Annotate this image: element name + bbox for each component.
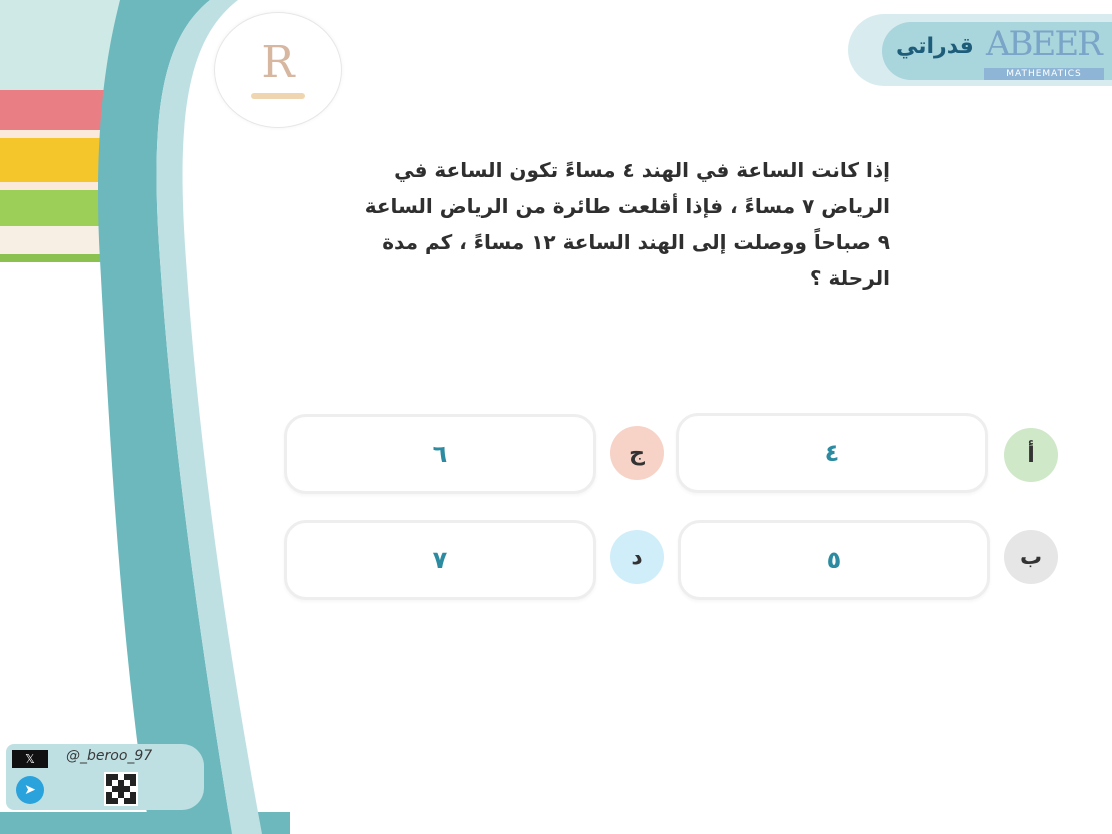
answer-option-d[interactable]: ٧ [284,520,596,600]
brand-badge [848,14,1112,86]
answer-letter-b: ب [1004,530,1058,584]
answer-letter-c: ج [610,426,664,480]
brand-name: قدراتي [896,34,974,59]
question-text: إذا كانت الساعة في الهند ٤ مساءً تكون الساعة في الرياض ٧ مساءً ، فإذا أقلعت طائرة من الرياض الساعة ٩ صباحاً ووصلت إلى الهند الساعة ١٢ مساءً ، كم مدة الرحلة ؟ [364,158,890,290]
social-card [6,744,204,810]
answer-letter-a: أ [1004,428,1058,482]
logo-letter: R [261,37,295,88]
logo-stripe [251,93,305,99]
answer-option-c[interactable]: ٦ [284,414,596,494]
x-icon[interactable]: 𝕏 [12,750,48,768]
teal-frame-decor [0,0,300,834]
left-decor-panel [0,0,300,834]
channel-logo [214,12,342,128]
answer-option-a[interactable]: ٤ [676,413,988,493]
brand-subtitle: MATHEMATICS [984,68,1104,80]
social-handle: @_beroo_97 [66,748,153,764]
brand-logo-mark: ABEER [986,24,1101,64]
answer-letter-d: د [610,530,664,584]
telegram-icon[interactable]: ➤ [16,776,44,804]
qr-code-icon [104,772,138,806]
answer-option-b[interactable]: ٥ [678,520,990,600]
